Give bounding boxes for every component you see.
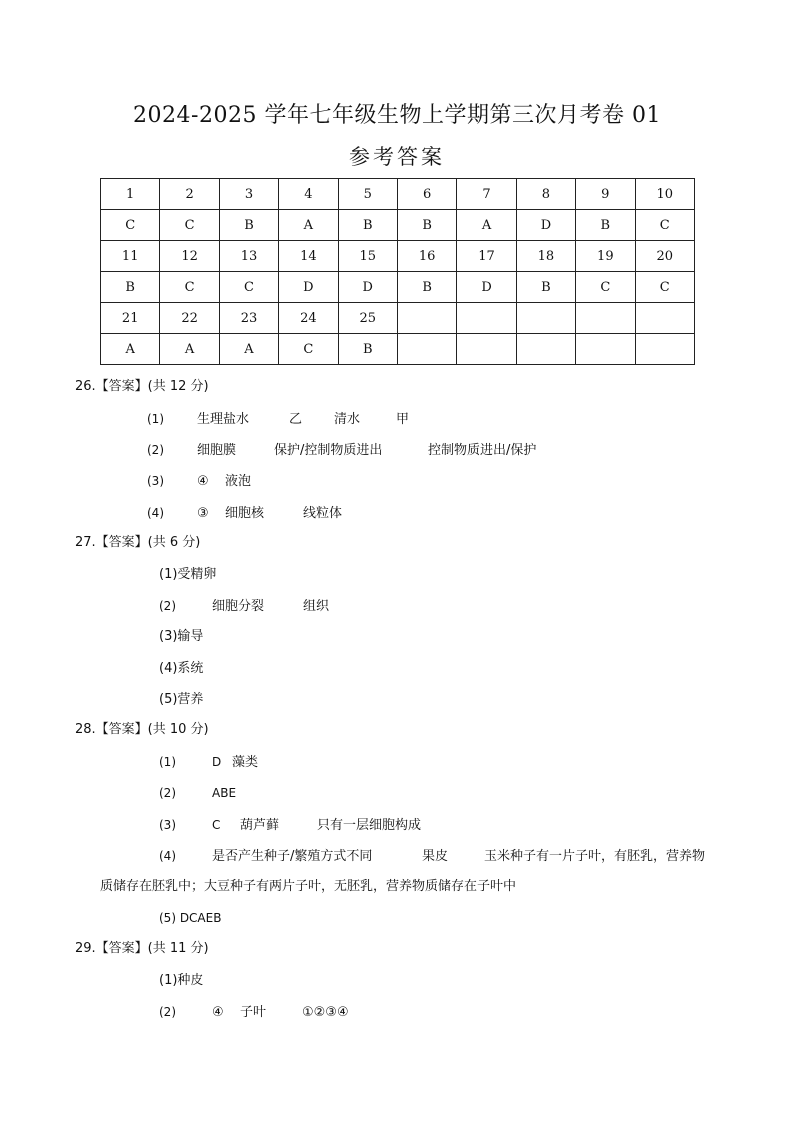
answer-table-cell	[457, 334, 516, 365]
answer-table-cell: 7	[457, 179, 516, 210]
answer-table-cell: 22	[160, 303, 219, 334]
q29-line-2	[159, 1003, 349, 1022]
q27-heading: 27.【答案】(共 6 分)	[75, 535, 201, 550]
q26-line-1	[147, 410, 409, 429]
answer-table-cell: 25	[338, 303, 397, 334]
answer-table-cell: B	[101, 272, 160, 303]
answer-table-cell	[635, 303, 694, 334]
answer-text: ③	[197, 506, 209, 521]
answer-table-cell: A	[101, 334, 160, 365]
answer-table-cell	[457, 303, 516, 334]
page-subtitle: 参考答案	[349, 145, 445, 169]
q27-line-2	[159, 597, 329, 616]
answer-table-cell: C	[635, 272, 694, 303]
page-title: 2024-2025 学年七年级生物上学期第三次月考卷 01	[133, 103, 661, 128]
answer-table-cell	[576, 334, 635, 365]
answer-table-cell	[576, 303, 635, 334]
answer-table-cell: 14	[279, 241, 338, 272]
answer-table-row	[101, 179, 695, 210]
item-number: (2)	[159, 786, 176, 800]
item-number: (4)	[147, 506, 164, 520]
answer-table-cell: 16	[397, 241, 456, 272]
answer-table-cell: C	[635, 210, 694, 241]
answer-table-row	[101, 334, 695, 365]
answer-text: 只有一层细胞构成	[317, 818, 422, 833]
answer-table-cell: B	[338, 210, 397, 241]
answer-text: 生理盐水	[197, 412, 250, 427]
item-number: (3)	[147, 474, 164, 488]
q26-line-2	[147, 441, 536, 460]
answer-table-cell: 18	[516, 241, 575, 272]
answer-table-cell	[397, 334, 456, 365]
item-number: (2)	[159, 599, 176, 613]
answer-text: D	[212, 755, 222, 769]
answer-table-cell	[635, 334, 694, 365]
answer-table-cell: 12	[160, 241, 219, 272]
answer-text: ④	[197, 474, 209, 489]
answer-text: ④	[212, 1005, 224, 1020]
answer-table-cell: 3	[219, 179, 278, 210]
answer-text: 乙	[289, 412, 303, 427]
answer-table-cell: 5	[338, 179, 397, 210]
answer-table	[100, 178, 695, 365]
answer-table-cell	[516, 334, 575, 365]
answer-table-cell: C	[219, 272, 278, 303]
answer-table-cell: C	[576, 272, 635, 303]
q29-line-1: (1)种皮	[159, 973, 204, 988]
answer-table-cell: 4	[279, 179, 338, 210]
answer-table-cell: 2	[160, 179, 219, 210]
answer-table-cell: B	[397, 272, 456, 303]
answer-text: ①②③④	[302, 1005, 349, 1020]
answer-text: 细胞核	[225, 506, 265, 521]
answer-table-cell: 13	[219, 241, 278, 272]
answer-table-cell: A	[160, 334, 219, 365]
q28-line-1	[159, 753, 258, 772]
answer-text: 线粒体	[303, 506, 343, 521]
answer-text: 控制物质进出/保护	[428, 443, 537, 458]
answer-table-cell: 21	[101, 303, 160, 334]
q26-line-4	[147, 504, 342, 523]
answer-text: 细胞分裂	[212, 599, 265, 614]
q29-heading: 29.【答案】(共 11 分)	[75, 941, 209, 956]
answer-table-cell: 15	[338, 241, 397, 272]
answer-table-cell: D	[279, 272, 338, 303]
q27-line-3: (3)输导	[159, 629, 204, 644]
answer-table-cell: A	[279, 210, 338, 241]
item-number: (3)	[159, 818, 176, 832]
answer-table-cell: B	[338, 334, 397, 365]
item-number: (1)	[147, 412, 164, 426]
answer-table-cell: C	[101, 210, 160, 241]
q27-line-1: (1)受精卵	[159, 567, 217, 582]
q28-line-2	[159, 784, 236, 803]
item-number: (2)	[159, 1005, 176, 1019]
answer-text: 是否产生种子/繁殖方式不同	[212, 849, 373, 864]
answer-table-cell	[516, 303, 575, 334]
answer-table-cell	[397, 303, 456, 334]
q28-heading: 28.【答案】(共 10 分)	[75, 722, 209, 737]
q28-line-5: (5) DCAEB	[159, 911, 222, 925]
answer-text: 细胞膜	[197, 443, 237, 458]
answer-text: 甲	[396, 412, 410, 427]
answer-table-cell: D	[338, 272, 397, 303]
answer-table-cell: D	[516, 210, 575, 241]
answer-table-cell: 1	[101, 179, 160, 210]
item-number: (1)	[159, 755, 176, 769]
answer-text: C	[212, 818, 221, 832]
answer-text: 组织	[303, 599, 330, 614]
q28-line-3	[159, 816, 421, 835]
answer-table-cell: 11	[101, 241, 160, 272]
answer-table-cell: A	[219, 334, 278, 365]
q26-heading: 26.【答案】(共 12 分)	[75, 379, 209, 394]
q28-line-4-continued: 质储存在胚乳中；大豆种子有两片子叶，无胚乳，营养物质储存在子叶中	[100, 879, 517, 894]
item-number: (2)	[147, 443, 164, 457]
answer-table-cell: B	[219, 210, 278, 241]
answer-text: 清水	[334, 412, 361, 427]
answer-table-cell: C	[279, 334, 338, 365]
answer-table-cell: B	[397, 210, 456, 241]
answer-table-cell: A	[457, 210, 516, 241]
answer-text: 液泡	[225, 474, 252, 489]
answer-text: 保护/控制物质进出	[274, 443, 383, 458]
answer-table-cell: 24	[279, 303, 338, 334]
item-number: (4)	[159, 849, 176, 863]
answer-table-cell: 8	[516, 179, 575, 210]
answer-table-cell: C	[160, 272, 219, 303]
answer-table-cell: 10	[635, 179, 694, 210]
q27-line-5: (5)营养	[159, 692, 204, 707]
answer-table-row	[101, 303, 695, 334]
answer-text: ABE	[212, 786, 237, 800]
answer-table-cell: B	[516, 272, 575, 303]
answer-table-cell: 9	[576, 179, 635, 210]
answer-text: 藻类	[232, 755, 259, 770]
answer-table-row	[101, 241, 695, 272]
answer-text: 子叶	[240, 1005, 267, 1020]
answer-table-cell: 23	[219, 303, 278, 334]
answer-text: 玉米种子有一片子叶，有胚乳，营养物	[484, 849, 706, 864]
q28-line-4	[159, 847, 705, 866]
q26-line-3	[147, 472, 251, 491]
answer-table-cell: 19	[576, 241, 635, 272]
answer-table-row	[101, 210, 695, 241]
answer-table-cell: C	[160, 210, 219, 241]
answer-table-cell: 17	[457, 241, 516, 272]
answer-text: 葫芦藓	[240, 818, 280, 833]
answer-table-cell: 6	[397, 179, 456, 210]
answer-table-cell: D	[457, 272, 516, 303]
q27-line-4: (4)系统	[159, 661, 204, 676]
answer-table-cell: B	[576, 210, 635, 241]
answer-text: 果皮	[422, 849, 449, 864]
answer-table-row	[101, 272, 695, 303]
answer-table-cell: 20	[635, 241, 694, 272]
